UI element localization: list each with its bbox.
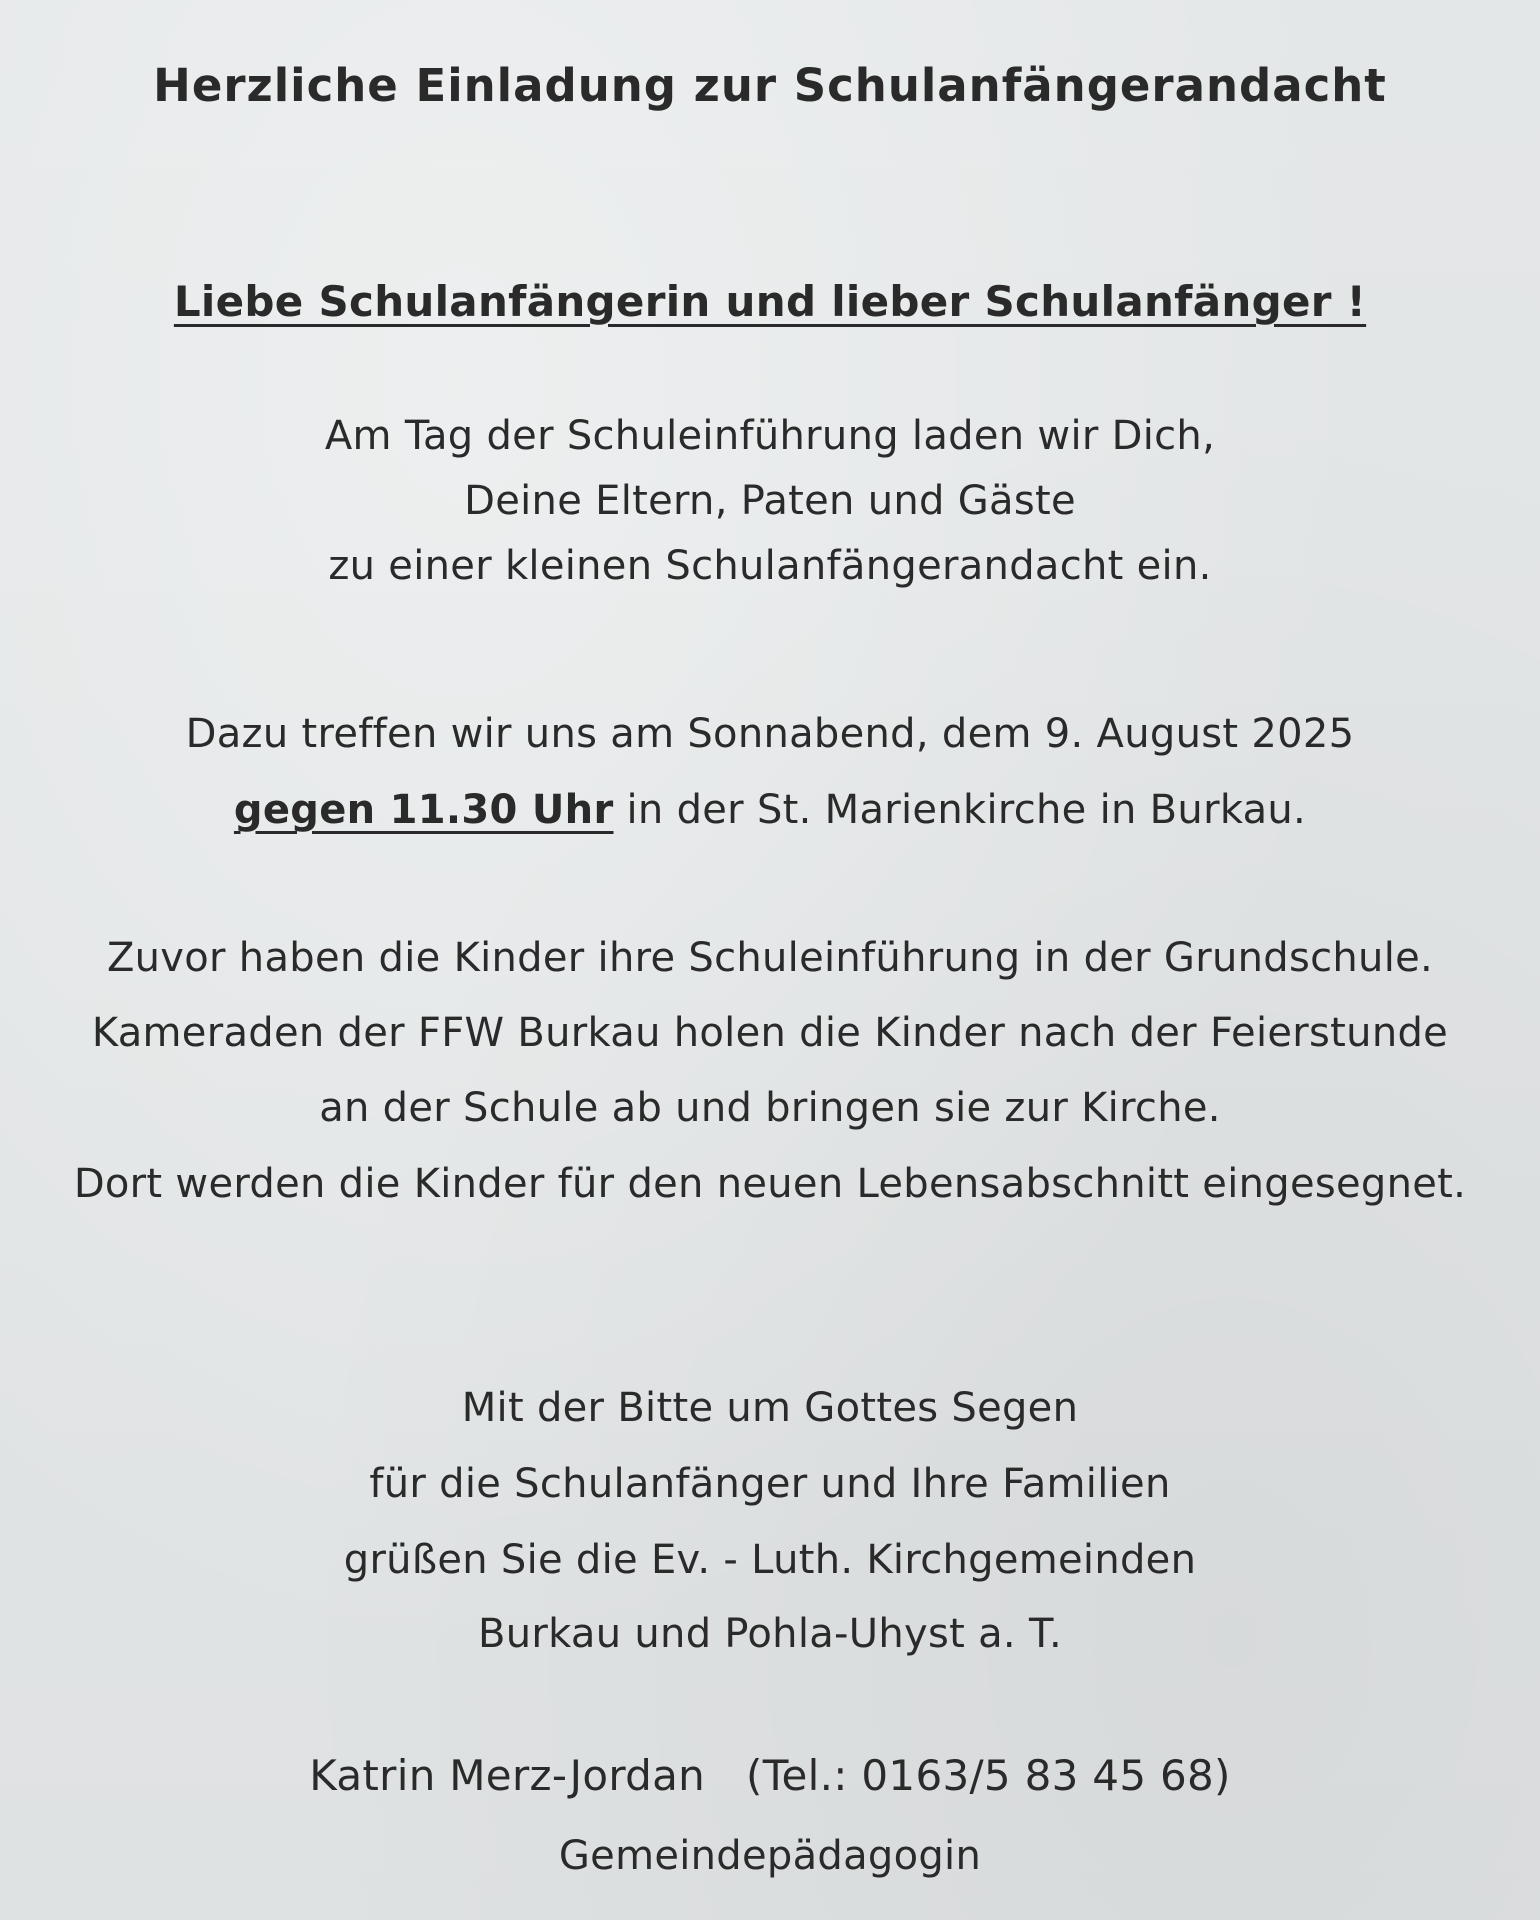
closing-line: für die Schulanfänger und Ihre Familien [369,1461,1171,1507]
meeting-date-line: Dazu treffen wir uns am Sonnabend, dem 9. August 2025 [185,711,1355,757]
signature-line [0,1752,1540,1800]
closing-line: grüßen Sie die Ev. - Luth. Kirchgemeinden [343,1537,1197,1583]
meeting-time: gegen 11.30 Uhr [233,787,614,833]
details-line: Zuvor haben die Kinder ihre Schuleinführung in der Grundschule. [106,935,1434,981]
meeting-location: in der St. Marienkirche in Burkau. [613,787,1307,833]
signature-phone: (Tel.: 0163/5 83 45 68) [746,1751,1231,1800]
document-title: Herzliche Einladung zur Schulanfängerandacht [153,59,1387,112]
details-line: Dort werden die Kinder für den neuen Lebensabschnitt eingesegnet. [73,1161,1467,1207]
details-line: Kameraden der FFW Burkau holen die Kinder nach der Feierstunde [91,1010,1449,1056]
signature-role: Gemeindepädagogin [558,1833,982,1879]
details-line: an der Schule ab und bringen sie zur Kirche. [319,1085,1221,1131]
closing-line: Burkau und Pohla-Uhyst a. T. [478,1611,1062,1657]
invitation-line: zu einer kleinen Schulanfängerandacht ein. [328,543,1212,589]
meeting-time-line [0,786,1540,834]
salutation: Liebe Schulanfängerin und lieber Schulanfänger ! [173,277,1367,326]
invitation-line: Deine Eltern, Paten und Gäste [464,478,1076,524]
signature-name: Katrin Merz-Jordan [309,1751,706,1800]
invitation-line: Am Tag der Schuleinführung laden wir Dich, [324,413,1216,459]
closing-line: Mit der Bitte um Gottes Segen [461,1385,1079,1431]
